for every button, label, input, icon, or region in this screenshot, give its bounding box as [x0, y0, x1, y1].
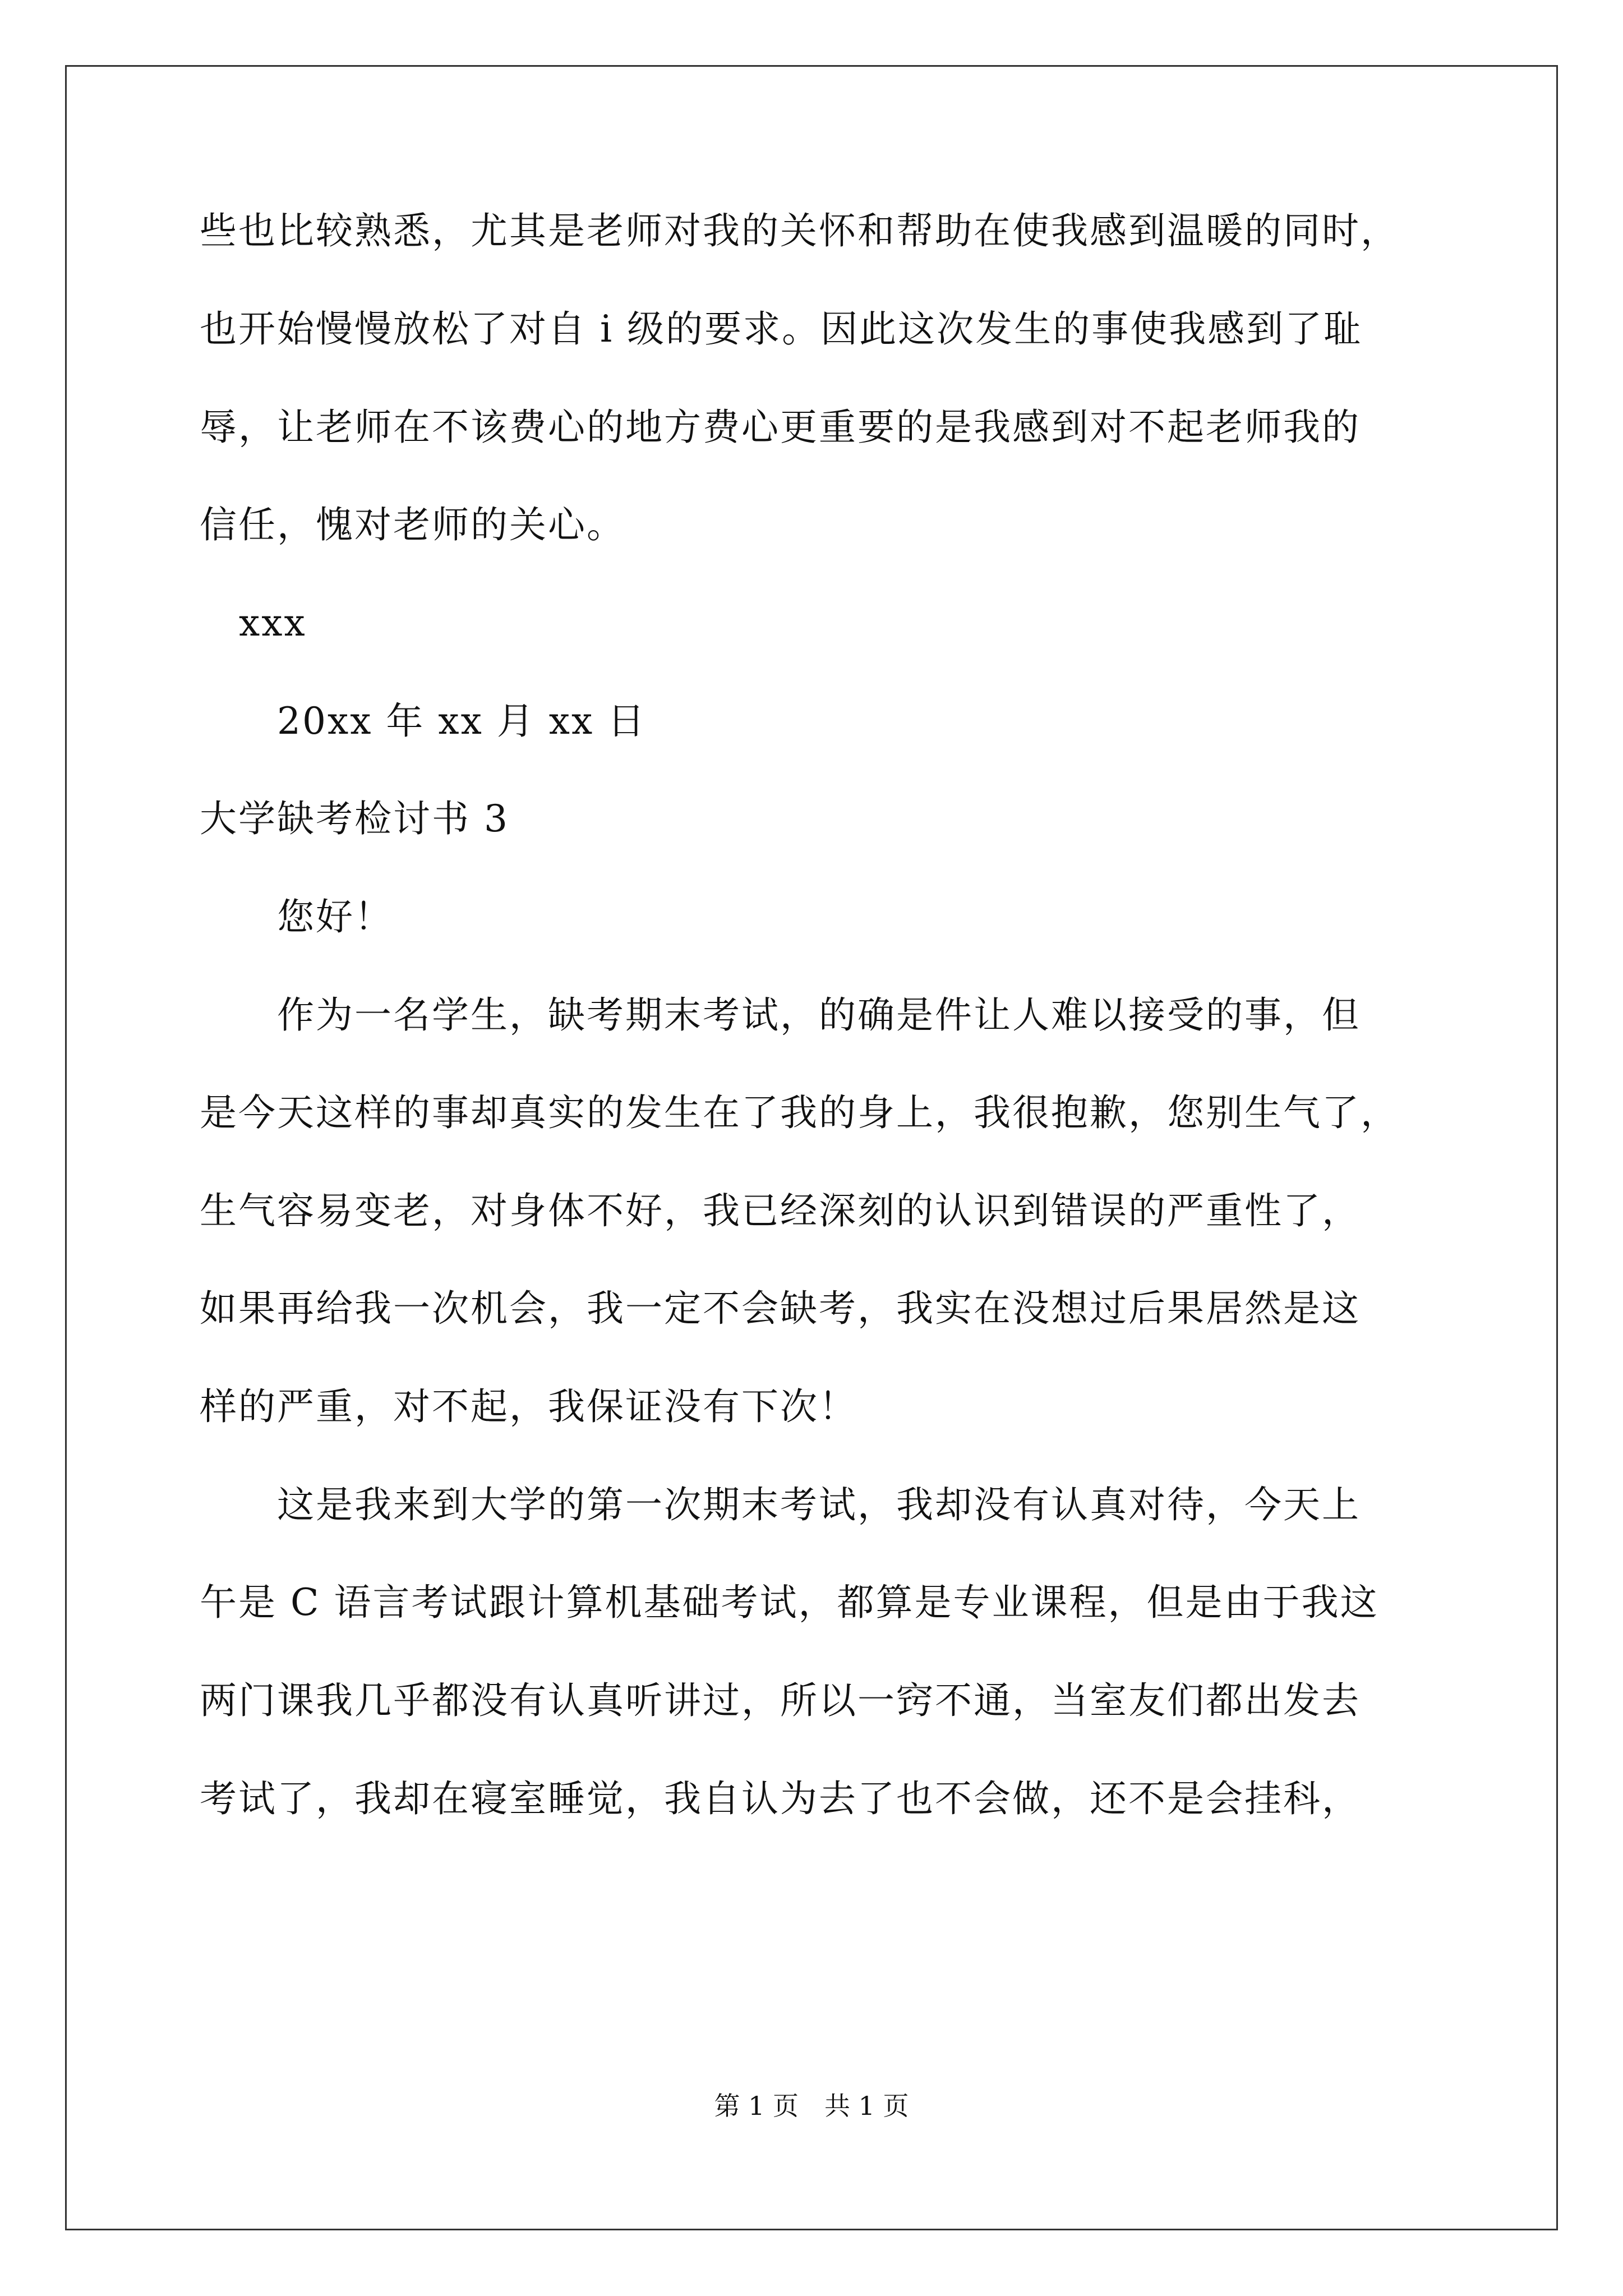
signature-name: xxx — [239, 601, 307, 645]
section-title: 大学缺考检讨书 3 — [200, 797, 509, 840]
paragraph-line: 生气容易变老，对身体不好，我已经深刻的认识到错误的严重性了， — [200, 1189, 1361, 1232]
page-border — [65, 65, 1558, 2230]
paragraph-line: 样的严重，对不起，我保证没有下次！ — [200, 1385, 857, 1428]
paragraph-line: 也开始慢慢放松了对自 i 级的要求。因此这次发生的事使我感到了耻 — [200, 307, 1363, 351]
paragraph-line: 午是 C 语言考试跟计算机基础考试，都算是专业课程，但是由于我这 — [200, 1581, 1379, 1624]
paragraph-line: 辱，让老师在不该费心的地方费心更重要的是我感到对不起老师我的 — [200, 406, 1361, 449]
paragraph-line: 考试了，我却在寝室睡觉，我自认为去了也不会做，还不是会挂科， — [200, 1777, 1361, 1820]
paragraph-line: 两门课我几乎都没有认真听讲过，所以一窍不通，当室友们都出发去 — [200, 1679, 1361, 1722]
salutation: 您好！ — [277, 895, 393, 938]
paragraph-line: 如果再给我一次机会，我一定不会缺考，我实在没想过后果居然是这 — [200, 1287, 1361, 1330]
paragraph-line: 些也比较熟悉，尤其是老师对我的关怀和帮助在使我感到温暖的同时， — [200, 209, 1399, 252]
paragraph-line: 这是我来到大学的第一次期末考试，我却没有认真对待，今天上 — [277, 1483, 1361, 1526]
paragraph-line: 作为一名学生，缺考期末考试，的确是件让人难以接受的事，但 — [277, 993, 1361, 1037]
paragraph-line: 是今天这样的事却真实的发生在了我的身上，我很抱歉，您别生气了， — [200, 1091, 1399, 1134]
signature-date: 20xx 年 xx 月 xx 日 — [277, 700, 647, 743]
paragraph-line: 信任，愧对老师的关心。 — [200, 503, 625, 546]
page-number-footer: 第 1 页 共 1 页 — [714, 2091, 909, 2121]
